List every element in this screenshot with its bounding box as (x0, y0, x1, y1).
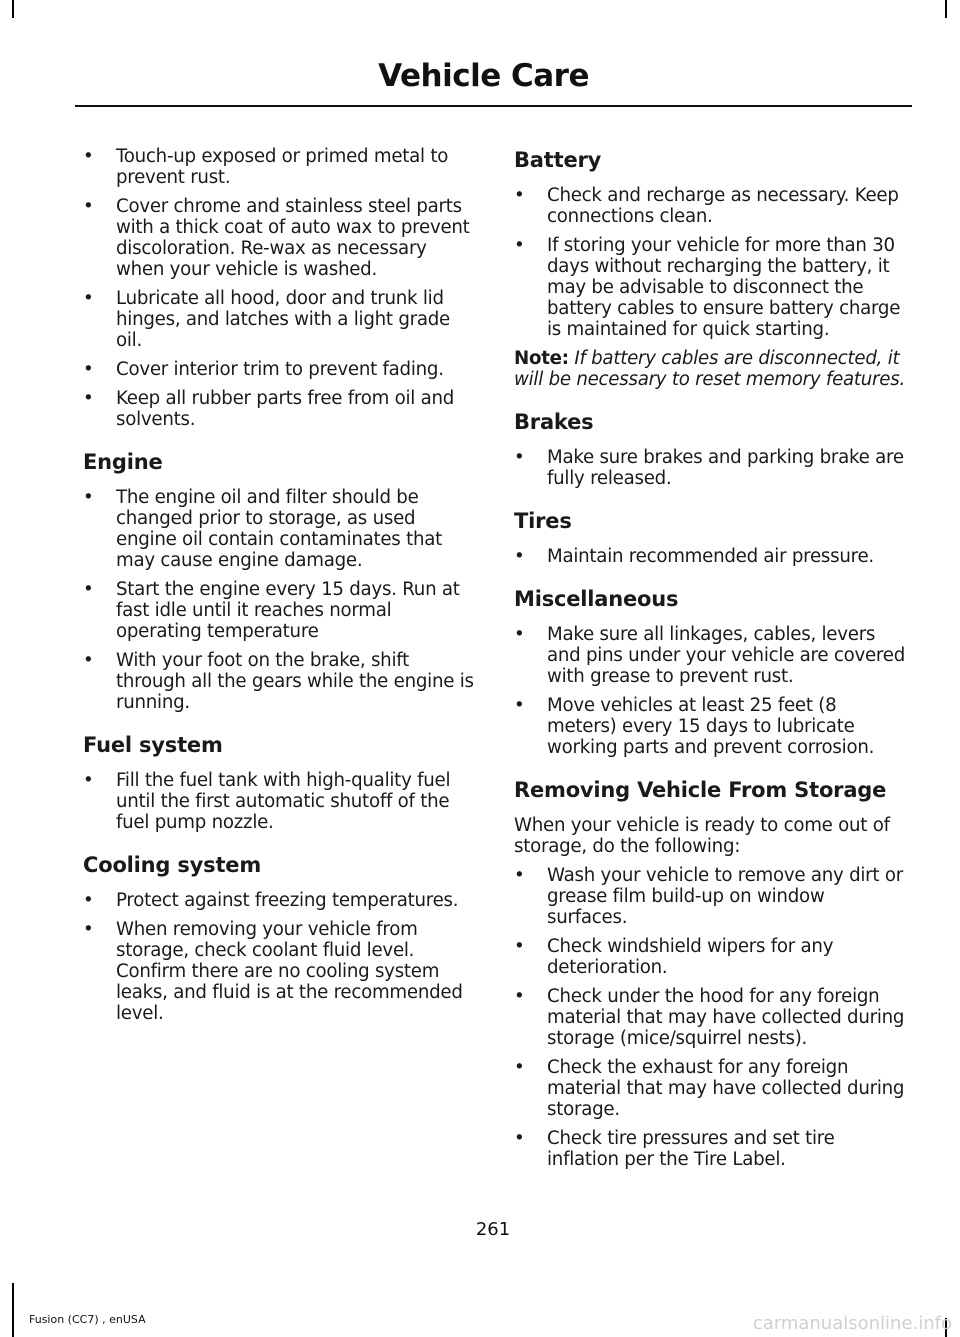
note-text: If battery cables are disconnected, it will be necessary to reset memory features. (514, 348, 905, 390)
list-item: • Cover interior trim to prevent fading. (83, 359, 444, 380)
bullet: • (83, 359, 94, 380)
section-heading-removing-from-storage: Removing Vehicle From Storage (514, 778, 887, 802)
bullet: • (514, 447, 525, 468)
section-heading-brakes: Brakes (514, 410, 594, 434)
bullet: • (83, 770, 94, 791)
list-item: • Check windshield wipers for any deterioration. (514, 936, 834, 978)
section-heading-battery: Battery (514, 148, 602, 172)
engine-list (83, 487, 475, 713)
bullet: • (514, 865, 525, 886)
bullet: • (83, 579, 94, 600)
bullet: • (514, 1057, 525, 1078)
list-item: • Cover chrome and stainless steel parts with a thick coat of auto wax to prevent discoloration. Re-wax as necessary when your vehicle is washed. (83, 196, 470, 280)
bullet: • (514, 1128, 525, 1149)
list-item: • Make sure brakes and parking brake are fully released. (514, 447, 904, 489)
battery-note (514, 348, 908, 390)
removing-intro: When your vehicle is ready to come out of storage, do the following: (514, 815, 890, 857)
bullet: • (83, 196, 94, 217)
crop-mark-top-right (945, 0, 947, 18)
tires-list (514, 546, 908, 567)
list-item: • Protect against freezing temperatures. (83, 890, 459, 911)
list-item: • Touch-up exposed or primed metal to prevent rust. (83, 146, 449, 188)
list-item: • When removing your vehicle from storage, check coolant fluid level. Confirm there are no cooling system leaks, and fluid is at the recommended level. (83, 919, 463, 1024)
bullet: • (83, 146, 94, 167)
section-heading-cooling-system: Cooling system (83, 853, 262, 877)
removing-list (514, 865, 908, 1170)
section-heading-tires: Tires (514, 509, 572, 533)
list-item: • The engine oil and filter should be changed prior to storage, as used engine oil contain contaminates that may cause engine damage. (83, 487, 443, 571)
bullet: • (514, 695, 525, 716)
cooling-system-list (83, 890, 475, 1024)
miscellaneous-list (514, 624, 908, 758)
footer-text: Fusion (CC7) , enUSA (29, 1313, 146, 1326)
crop-mark-bottom-left (12, 1283, 14, 1337)
page-number: 261 (475, 1219, 511, 1240)
list-item: • Check tire pressures and set tire inflation per the Tire Label. (514, 1128, 835, 1170)
bullet: • (514, 936, 525, 957)
page-title: Vehicle Care (378, 58, 589, 94)
brakes-list (514, 447, 908, 489)
section-heading-engine: Engine (83, 450, 163, 474)
bullet: • (83, 388, 94, 409)
list-item: • Make sure all linkages, cables, levers and pins under your vehicle are covered with grease to prevent rust. (514, 624, 905, 687)
bullet: • (83, 487, 94, 508)
section-heading-miscellaneous: Miscellaneous (514, 587, 679, 611)
right-column (514, 146, 908, 1178)
list-item: • Move vehicles at least 25 feet (8 meters) every 15 days to lubricate working parts and prevent corrosion. (514, 695, 875, 758)
list-item: • If storing your vehicle for more than 30 days without recharging the battery, it may be advisable to disconnect the battery cables to ensure battery charge is maintained for quick starting. (514, 235, 901, 340)
bullet: • (83, 650, 94, 671)
bullet: • (514, 986, 525, 1007)
battery-list (514, 185, 908, 340)
list-item: • Wash your vehicle to remove any dirt or grease film build-up on window surfaces. (514, 865, 903, 928)
left-column (83, 146, 475, 1032)
bullet: • (83, 890, 94, 911)
note-label: Note: (514, 348, 569, 369)
list-item: • Check under the hood for any foreign material that may have collected during storage (mice/squirrel nests). (514, 986, 905, 1049)
watermark: carmanualsonline.info (752, 1313, 952, 1334)
list-item: • Check the exhaust for any foreign material that may have collected during storage. (514, 1057, 905, 1120)
section-heading-fuel-system: Fuel system (83, 733, 223, 757)
crop-mark-top-left (12, 0, 14, 18)
list-item: • Lubricate all hood, door and trunk lid hinges, and latches with a light grade oil. (83, 288, 450, 351)
header-rule (75, 105, 912, 107)
bullet: • (514, 185, 525, 206)
fuel-system-list (83, 770, 475, 833)
bullet: • (83, 288, 94, 309)
bullet: • (514, 546, 525, 567)
list-item: • Fill the fuel tank with high-quality fuel until the first automatic shutoff of the fuel pump nozzle. (83, 770, 451, 833)
list-item: • Maintain recommended air pressure. (514, 546, 874, 567)
bullet: • (514, 235, 525, 256)
intro-list (83, 146, 475, 430)
list-item: • With your foot on the brake, shift through all the gears while the engine is running. (83, 650, 474, 713)
list-item: • Start the engine every 15 days. Run at fast idle until it reaches normal operating temperature (83, 579, 460, 642)
list-item: • Check and recharge as necessary. Keep connections clean. (514, 185, 899, 227)
bullet: • (83, 919, 94, 940)
bullet: • (514, 624, 525, 645)
list-item: • Keep all rubber parts free from oil and solvents. (83, 388, 455, 430)
